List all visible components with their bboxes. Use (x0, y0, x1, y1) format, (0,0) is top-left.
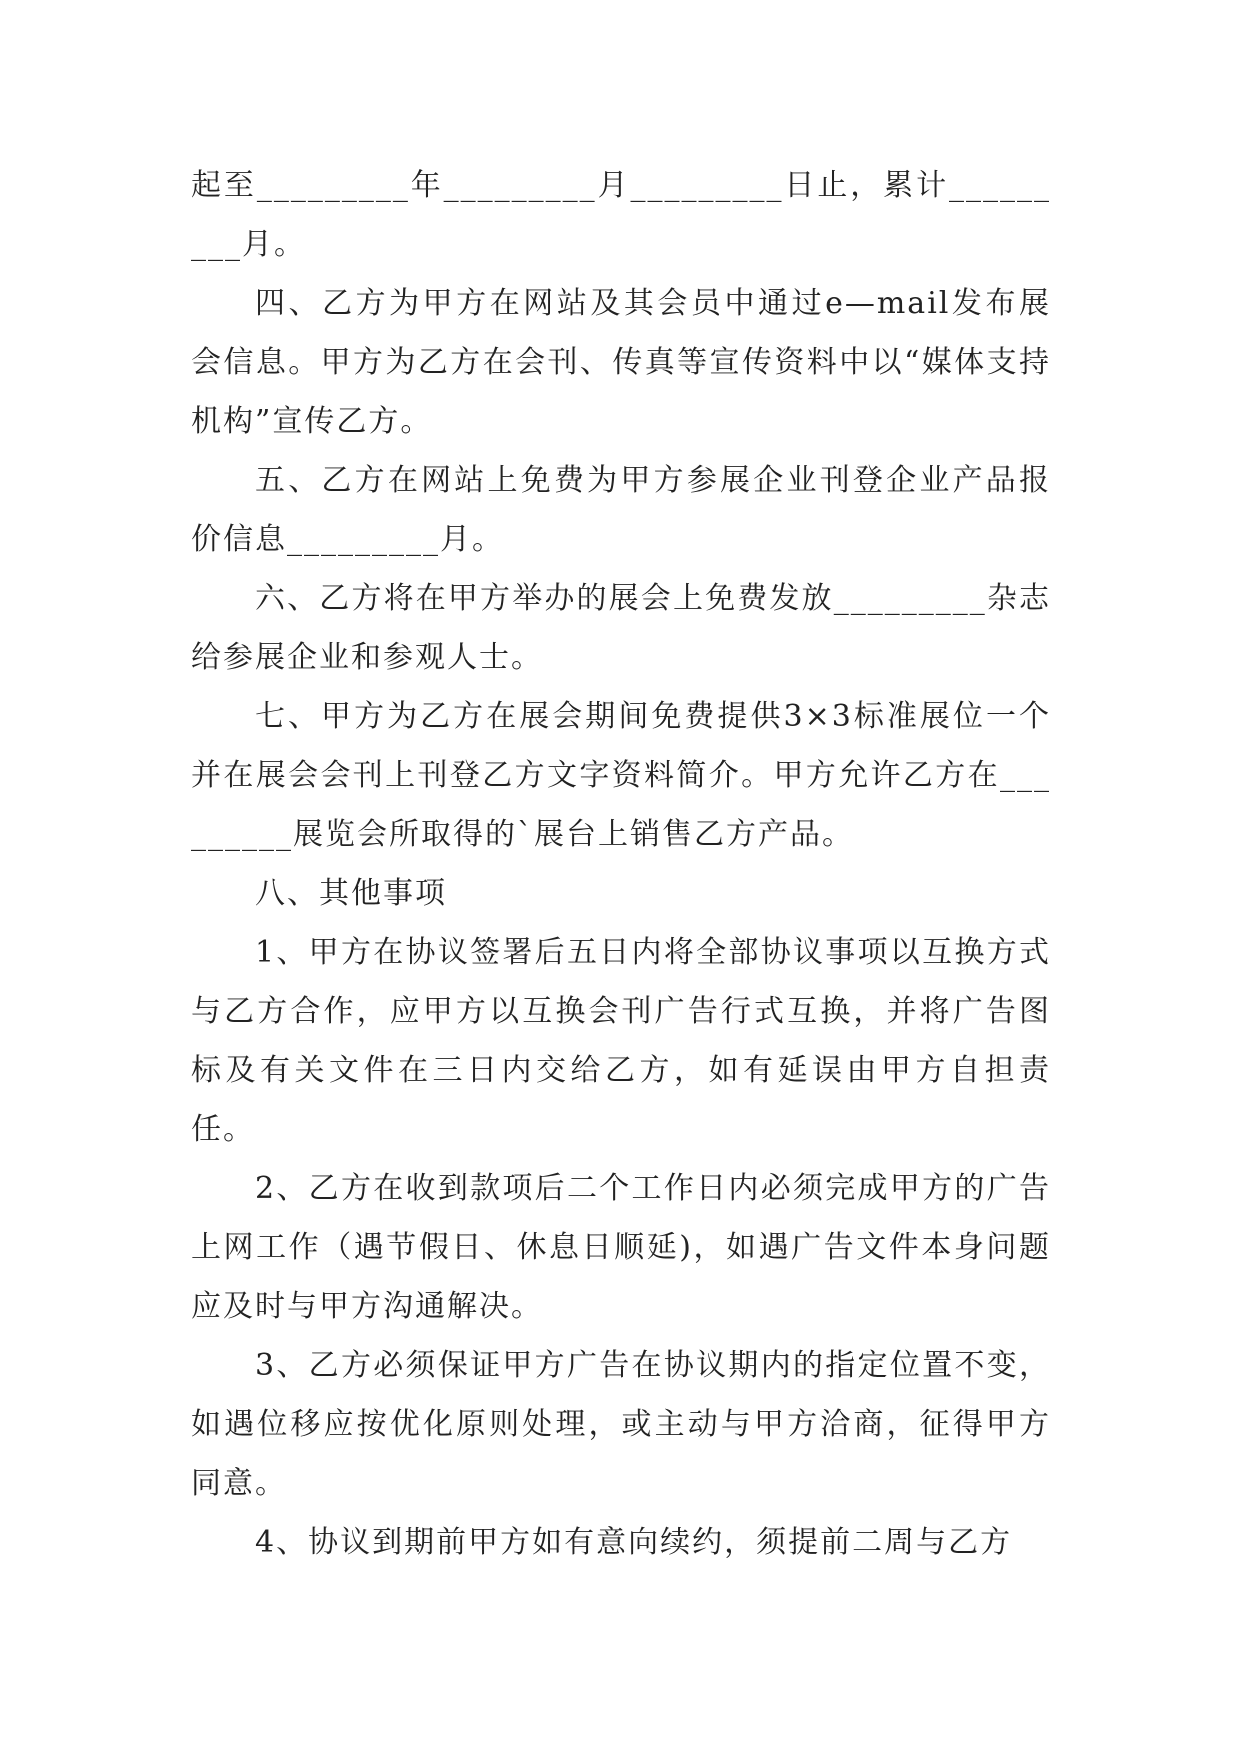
paragraph-item-2: 2、乙方在收到款项后二个工作日内必须完成甲方的广告上网工作（遇节假日、休息日顺延)，如遇广告文件本身问题应及时与甲方沟通解决。 (191, 1171, 1051, 1324)
document-body (191, 156, 1051, 1572)
paragraph-term-period: 起至_________年_________月_________日止，累计_________月。 (191, 168, 1051, 262)
paragraph-item-1: 1、甲方在协议签署后五日内将全部协议事项以互换方式与乙方合作，应甲方以互换会刊广告行式互换，并将广告图标及有关文件在三日内交给乙方，如有延误由甲方自担责任。 (191, 935, 1051, 1147)
paragraph-clause-5: 五、乙方在网站上免费为甲方参展企业刊登企业产品报价信息_________月。 (191, 463, 1051, 557)
paragraph-clause-8-heading: 八、其他事项 (255, 876, 447, 911)
paragraph-item-4: 4、协议到期前甲方如有意向续约，须提前二周与乙方 (255, 1525, 1013, 1560)
paragraph-clause-7: 七、甲方为乙方在展会期间免费提供3×3标准展位一个并在展会会刊上刊登乙方文字资料简介。甲方允许乙方在_________展览会所取得的`展台上销售乙方产品。 (191, 699, 1051, 852)
paragraph-clause-4: 四、乙方为甲方在网站及其会员中通过e—mail发布展会信息。甲方为乙方在会刊、传真等宣传资料中以“媒体支持机构”宣传乙方。 (191, 286, 1051, 439)
paragraph-clause-6: 六、乙方将在甲方举办的展会上免费发放_________杂志给参展企业和参观人士。 (191, 581, 1051, 675)
paragraph-item-3: 3、乙方必须保证甲方广告在协议期内的指定位置不变，如遇位移应按优化原则处理，或主动与甲方洽商，征得甲方同意。 (191, 1348, 1051, 1501)
